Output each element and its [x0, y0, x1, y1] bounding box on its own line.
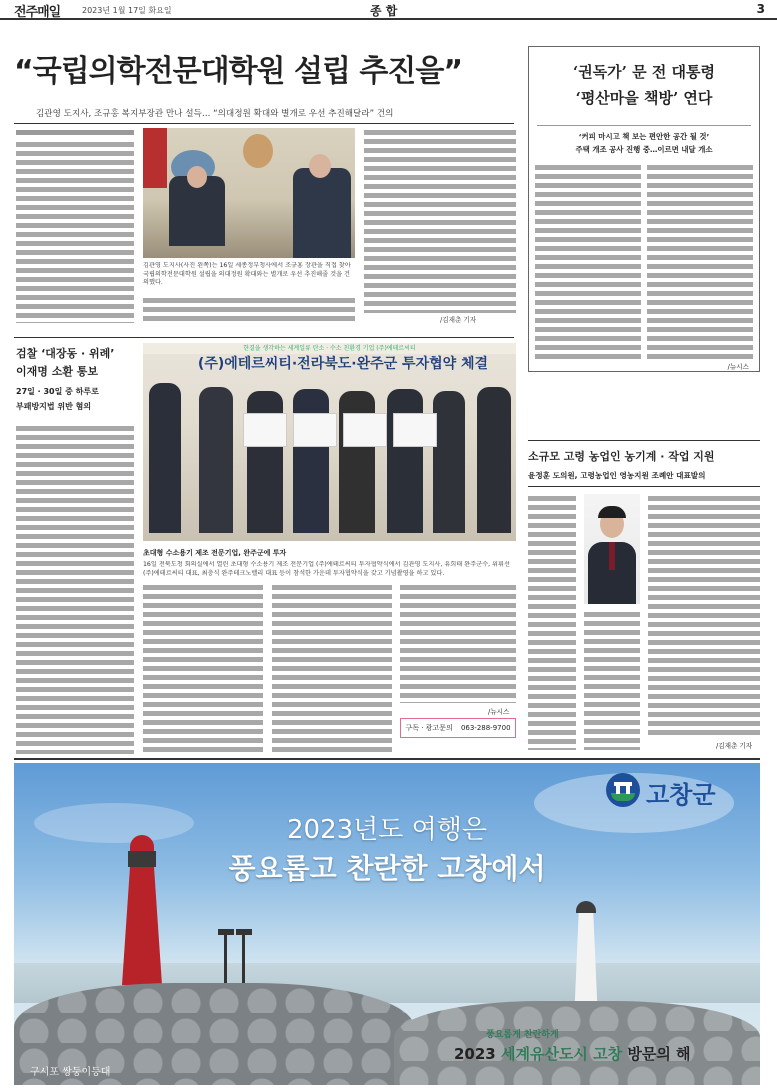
- article2-sub1: 27일 · 30일 중 하루로: [16, 387, 99, 396]
- ad-brand: 고창군: [646, 781, 716, 809]
- right-title-line1: ‘권독가’ 문 전 대통령: [572, 63, 716, 81]
- lead-body-col1: [16, 128, 134, 323]
- article3-body-col1a: [528, 494, 576, 750]
- article3-sub: 윤정훈 도의원, 고령농업인 영농지원 조례안 대표발의: [528, 471, 706, 480]
- ad-slogan-year: 2023: [454, 1045, 501, 1063]
- divider: [14, 123, 514, 124]
- right-body-col1: [535, 163, 641, 359]
- ad-line2: 풍요롭고 찬란한 고창에서: [228, 852, 546, 885]
- newspaper-logo: 전주매일: [14, 5, 61, 20]
- gochang-ad: [14, 763, 760, 1085]
- divider: [528, 440, 760, 441]
- ad-slogan-small: 풍요롭게 찬란하게: [486, 1030, 559, 1040]
- article2-title-line2: 이재명 소환 통보: [16, 365, 99, 378]
- mou-byline: /뉴시스: [488, 708, 510, 716]
- article3-body-col1b: [584, 610, 640, 750]
- subscription-ad-box: [400, 718, 516, 738]
- mou-photo: [143, 343, 516, 541]
- mou-body-col1: [143, 583, 263, 753]
- mou-caption: 16일 전북도청 회의실에서 열린 초대형 수소용기 제조 전문기업 (주)에테르씨티 투자협약식에서 김관영 도지사, 유희태 완주군수, 위휘선 (주)에테르씨티 대표, 최충식 완주테크노밸리 대표 등이 참석한 가운데 투자협약식을 갖고 기념촬영을 하고 있다.: [143, 561, 510, 577]
- section-name: 종 합: [370, 4, 398, 18]
- page-header: [0, 0, 777, 20]
- lead-body-col2: [143, 296, 355, 322]
- article3-byline: /김재춘 기자: [716, 742, 753, 750]
- article2-body: [16, 424, 134, 754]
- mou-banner: (주)에테르씨티·전라북도·완주군 투자협약 체결: [197, 356, 489, 372]
- ad-slogan-suffix: 방문의 해: [622, 1045, 691, 1063]
- divider: [14, 337, 514, 338]
- mou-caption-title: 초대형 수소용기 제조 전문기업, 완주군에 투자: [143, 549, 287, 557]
- article3-title: 소규모 고령 농업인 농기계 · 작업 지원: [528, 450, 715, 463]
- article3-body-col2: [648, 494, 760, 738]
- right-title-line2: ‘평산마을 책방’ 연다: [575, 89, 713, 107]
- mou-banner-top: 한결을 생각하는 세계일류 탄소 · 수소 친환경 기업 (주)에테르씨티: [143, 343, 516, 354]
- right-article-box: [528, 46, 760, 372]
- lead-photo: [143, 128, 355, 258]
- lead-body-col3: [364, 128, 516, 313]
- ad-slogan-big: [454, 1043, 691, 1064]
- right-body-col2: [647, 163, 753, 359]
- gochang-emblem-icon: [606, 773, 640, 807]
- councilor-portrait: [584, 494, 640, 604]
- ad-line1: 2023년도 여행은: [286, 815, 487, 845]
- lead-headline: “국립의학전문대학원 설립 추진을”: [14, 54, 463, 89]
- ad-slogan-highlight: 세계유산도시 고창: [500, 1045, 623, 1063]
- lead-byline: /김재춘 기자: [440, 316, 477, 324]
- lead-photo-caption: 김관영 도지사(사진 왼쪽)는 16일 세종정부청사에서 조규홍 장관을 직접 찾아 국립의학전문대학원 설립을 의대정원 확대와는 별개로 우선 추진해줄 것을 건의했다.: [143, 262, 351, 286]
- subscription-label: 구독 · 광고문의: [405, 724, 453, 732]
- right-subtitle-2: 주택 개조 공사 진행 중…이르면 내달 개소: [575, 145, 713, 154]
- article2-title-line1: 검찰 ‘대장동 · 위례’: [16, 347, 115, 360]
- mou-body-col3: [400, 583, 516, 703]
- right-subtitle-1: ‘커피 마시고 책 보는 편안한 공간 될 것’: [578, 132, 710, 141]
- mou-body-col2: [272, 583, 392, 753]
- article2-sub2: 부패방지법 위반 혐의: [16, 402, 92, 411]
- lead-subhead: 김관영 도지사, 조규홍 복지부장관 만나 설득… “의대정원 확대와 별개로 우선 추진해달라” 건의: [36, 109, 394, 119]
- issue-date: 2023년 1월 17일 화요일: [82, 6, 172, 15]
- ad-divider: [14, 758, 760, 760]
- divider: [528, 486, 760, 487]
- page-number: 3: [756, 2, 765, 16]
- ad-place-name: 구시포 쌍둥이등대: [30, 1067, 111, 1078]
- subscription-phone: 063-288-9700: [460, 724, 511, 732]
- right-byline: /뉴시스: [727, 363, 749, 371]
